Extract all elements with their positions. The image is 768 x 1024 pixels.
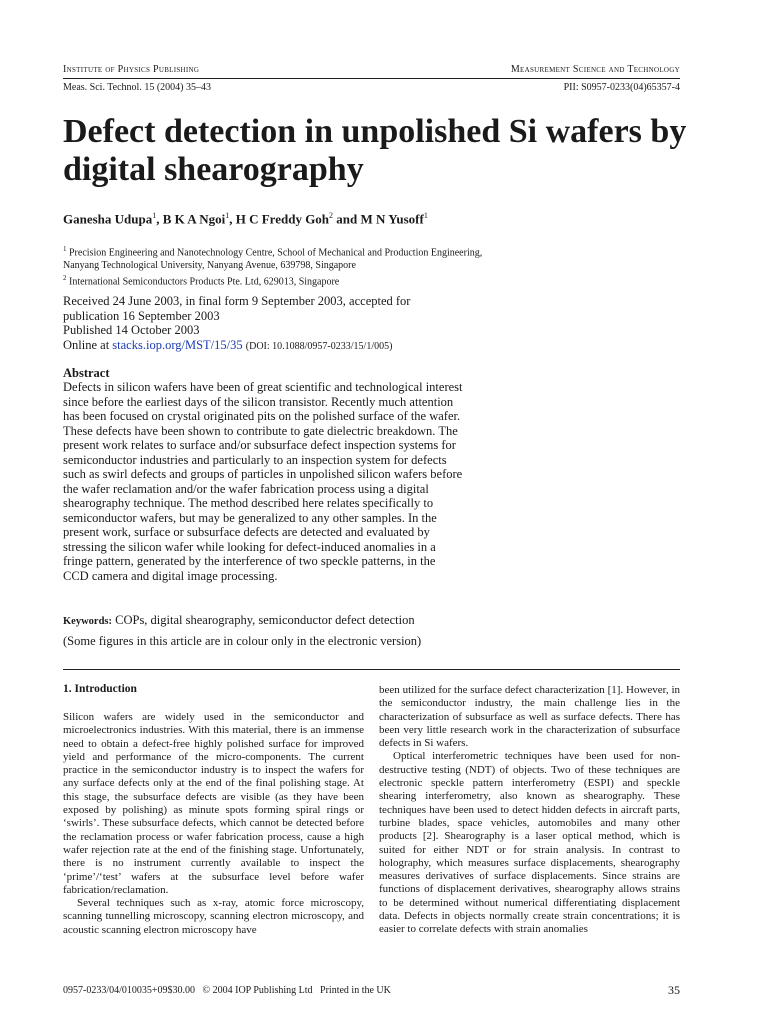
doi-text: (DOI: 10.1088/0957-0233/15/1/005) [245,340,393,352]
paper-title: Defect detection in unpolished Si wafers by digital shearography [63,113,687,188]
keywords-line [63,613,493,628]
body-paragraph: Silicon wafers are widely used in the semiconductor and microelectronics industries. With this material, there is an immense need to obtain a defect-free highly polished surface for improved yield and performance of the micro-components. The current practice in the semiconductor industry is to inspect the wafers for any surface defects only at the end of the final polishing stage. At this stage, the subsurface defects are visible (as they have been exposed by polishing) as minute spots forming spiral rings or ‘swirls’. These subsurface defects, which cannot be detected before the reclamation process or wafer fabrication process, cause a high wafer rejection rate at the end of the finishing stage. Unfortunately, there is no instrument currently available to inspect the ‘prime’/‘test’ wafers at the subsurface level before wafer fabrication/reclamation. [63,711,364,896]
pii-identifier: PII: S0957-0233(04)65357-4 [563,82,680,93]
affiliation-list [63,243,483,289]
affiliation-item [63,272,483,288]
publication-dates [63,294,463,354]
affiliation-text: International Semiconductors Products Pte. Ltd, 629013, Singapore [69,276,340,288]
author-affiliation-mark: 1 [225,211,230,220]
body-paragraph: been utilized for the surface defect characterization [1]. However, in the semiconductor industry, the main challenge lies in the characterization of subsurface as well as surface defects. There has been very little research work in the characterization of subsurface defects in Si wafers. [379,684,680,750]
body-column-right [379,684,680,937]
online-line [63,338,463,355]
keywords-label: Keywords: [63,616,112,627]
journal-name: Measurement Science and Technology [510,64,680,75]
section-heading: 1. Introduction [63,683,137,695]
section-rule [63,669,680,670]
online-prefix: Online at [63,337,113,352]
header-rule [63,78,680,79]
body-column-left [63,711,364,937]
author-list [63,211,428,227]
author-affiliation-mark: 1 [423,211,428,220]
author-separator: , [229,211,236,227]
publisher-name: Institute of Physics Publishing [63,64,200,75]
abstract-text: Defects in silicon wafers have been of great scientific and technological interest since before the earliest days of the silicon transistor. Recently much attention has been focused on crystal originated pits on the polished surface of the wafer. These defects have been shown to contribute to gate dielectric breakdown. The present work relates to surface and/or subsurface defect inspection systems for semiconductor industries and particularly to an inspection system for defects such as swirl defects and groups of particles in unpolished silicon wafers before the wafer reclamation and/or the wafer fabrication process using a digital shearography technique. The method described here relates specifically to semiconductor wafers, but may be generalized to any other samples. In the present work, surface or subsurface defects are detected and evaluated by stressing the silicon wafer while looking for defect-induced anomalies in a fringe pattern, generated by the interference of two speckle patterns, in the CCD camera and digital image processing. [63,380,463,583]
author-affiliation-mark: 1 [152,211,157,220]
author-name: Ganesha Udupa [63,211,153,227]
received-date: Received 24 June 2003, in final form 9 September 2003, accepted for publication 16 September 2003 [63,294,411,323]
affiliation-item [63,243,483,272]
colour-note: (Some figures in this article are in colour only in the electronic version) [63,634,422,648]
abstract-heading: Abstract [63,366,110,380]
author-affiliation-mark: 2 [329,211,334,220]
page-number: 35 [668,983,680,997]
author-name: M N Yusoff [360,211,424,227]
published-date: Published 14 October 2003 [63,323,200,337]
author-name: H C Freddy Goh [235,211,330,227]
keywords-text: COPs, digital shearography, semiconductor defect detection [115,613,415,627]
online-link[interactable]: stacks.iop.org/MST/15/35 [112,337,243,352]
author-separator: and [333,211,361,227]
body-paragraph: Several techniques such as x-ray, atomic force microscopy, scanning tunnelling microscopy, scanning electron microscopy, and acoustic scanning electron microscopy have [63,897,364,936]
journal-citation: Meas. Sci. Technol. 15 (2004) 35–43 [63,82,211,93]
affiliation-number: 1 [63,245,67,253]
footer-copyright: 0957-0233/04/010035+09$30.00 © 2004 IOP Publishing Ltd Printed in the UK [63,985,391,996]
affiliation-number: 2 [63,274,67,283]
author-name: B K A Ngoi [162,211,226,227]
body-paragraph: Optical interferometric techniques have been used for non-destructive testing (NDT) of objects. Two of these techniques are electronic speckle pattern interferometry (ESPI) and speckle shearing interferometry, also known as shearography. These techniques have been used to detect hidden defects in aircraft parts, turbine blades, space vehicles, automobiles and many other products [2]. Shearography is a laser optical method, which is suited for either NDT or for strain analysis. In contrast to holography, which measures surface displacements, shearography measures derivatives of surface displacements. Since strains are functions of displacement derivatives, shearography allows strains to be determined without numerical differentiating displacement data. Defects in objects normally create strain concentrations; it is easier to correlate defects with strain anomalies [379,750,680,936]
author-separator: , [156,211,163,227]
affiliation-text: Precision Engineering and Nanotechnology Centre, School of Mechanical and Production Engineering, Nanyang Technological University, Nanyang Avenue, 639798, Singapore [63,247,483,272]
